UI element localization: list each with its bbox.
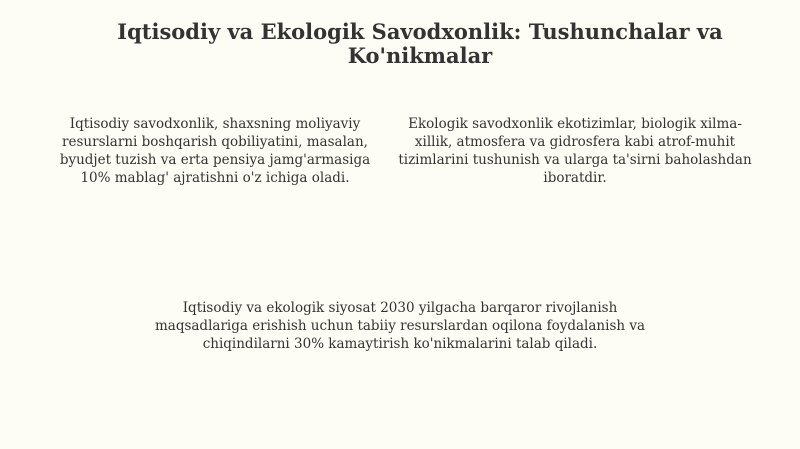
ecological-literacy-paragraph: Ekologik savodxonlik ekotizimlar, biologik xilma-xillik, atmosfera va gidrosfera kabi atrof-muhit tizimlarini tushunish va ularga ta'sirni baholashdan iboratdir.: [398, 116, 752, 186]
slide-title: Iqtisodiy va Ekologik Savodxonlik: Tushunchalar va Ko'nikmalar: [117, 19, 723, 68]
policy-paragraph: Iqtisodiy va ekologik siyosat 2030 yilgacha barqaror rivojlanish maqsadlariga erishish uchun tabiiy resurslardan oqilona foydalanish va chiqindilarni 30% kamaytirish ko'nikmalarini talab qiladi.: [154, 300, 646, 352]
economic-literacy-paragraph: Iqtisodiy savodxonlik, shaxsning moliyaviy resurslarni boshqarish qobiliyatini, masalan, byudjet tuzish va erta pensiya jamg'armasiga 10% mablag' ajratishni o'z ichiga oladi.: [59, 116, 371, 186]
